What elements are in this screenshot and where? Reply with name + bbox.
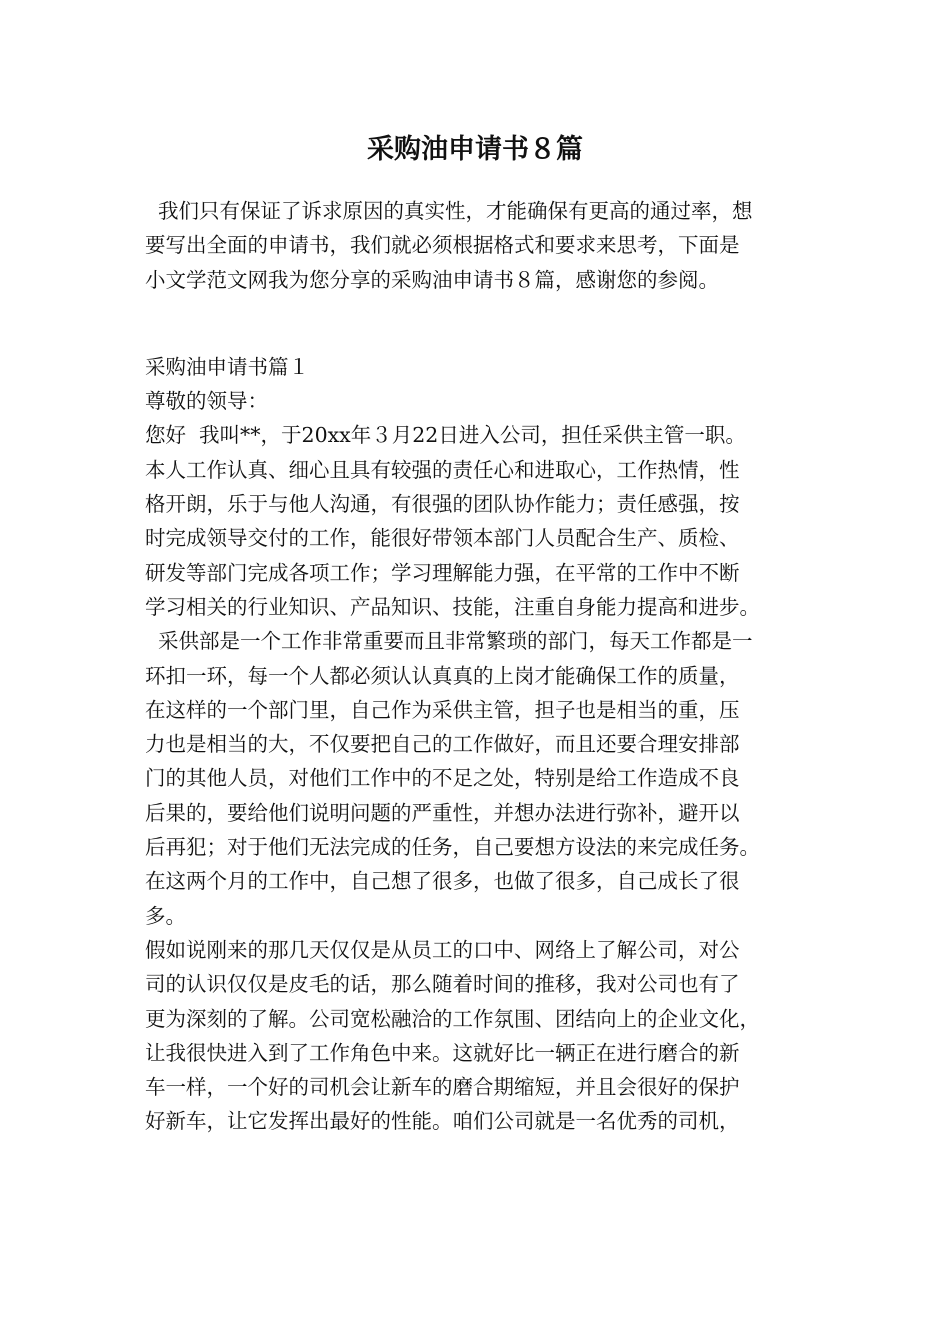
body-line: 更为深刻的了解。公司宽松融洽的工作氛围、团结向上的企业文化， [145,1006,760,1031]
section-heading: 采购油申请书篇１ [145,354,309,379]
body-line: 本人工作认真、细心且具有较强的责任心和进取心，工作热情，性 [145,457,740,482]
intro-line: 要写出全面的申请书，我们就必须根据格式和要求来思考，下面是 [145,233,740,258]
body-line: 后果的，要给他们说明问题的严重性，并想办法进行弥补，避开以 [145,800,740,825]
body-line: 车一样，一个好的司机会让新车的磨合期缩短，并且会很好的保护 [145,1075,740,1100]
document-body [145,194,845,1139]
intro-line: 小文学范文网我为您分享的采购油申请书８篇，感谢您的参阅。 [145,267,719,292]
body-line: 研发等部门完成各项工作；学习理解能力强，在平常的工作中不断 [145,560,740,585]
body-line: 门的其他人员，对他们工作中的不足之处，特别是给工作造成不良 [145,766,740,791]
body-line: 环扣一环，每一个人都必须认认真真的上岗才能确保工作的质量， [145,663,740,688]
body-line: 采供部是一个工作非常重要而且非常繁琐的部门，每天工作都是一 [145,629,753,654]
body-line: 您好 我叫**，于20xx年３月22日进入公司，担任采供主管一职。 [145,423,746,448]
body-line: 后再犯；对于他们无法完成的任务，自己要想方设法的来完成任务。 [145,835,760,860]
body-line: 好新车，让它发挥出最好的性能。咱们公司就是一名优秀的司机， [145,1109,740,1134]
paragraph-gap [145,297,845,350]
body-line: 格开朗，乐于与他人沟通，有很强的团队协作能力；责任感强，按 [145,492,740,517]
body-line: 力也是相当的大，不仅要把自己的工作做好，而且还要合理安排部 [145,732,740,757]
salutation: 尊敬的领导： [145,389,268,414]
body-line: 假如说刚来的那几天仅仅是从员工的口中、网络上了解公司，对公 [145,937,740,962]
body-line: 在这样的一个部门里，自己作为采供主管，担子也是相当的重，压 [145,697,740,722]
body-line: 多。 [145,903,186,928]
body-line: 让我很快进入到了工作角色中来。这就好比一辆正在进行磨合的新 [145,1040,740,1065]
body-line: 学习相关的行业知识、产品知识、技能，注重自身能力提高和进步。 [145,594,760,619]
intro-line: 我们只有保证了诉求原因的真实性，才能确保有更高的通过率，想 [145,199,753,223]
body-line: 时完成领导交付的工作，能很好带领本部门人员配合生产、质检、 [145,526,740,551]
body-line: 在这两个月的工作中，自己想了很多，也做了很多，自己成长了很 [145,869,740,894]
document-title: 采购油申请书８篇 [367,134,583,165]
body-line: 司的认识仅仅是皮毛的话，那么随着时间的推移，我对公司也有了 [145,972,740,997]
